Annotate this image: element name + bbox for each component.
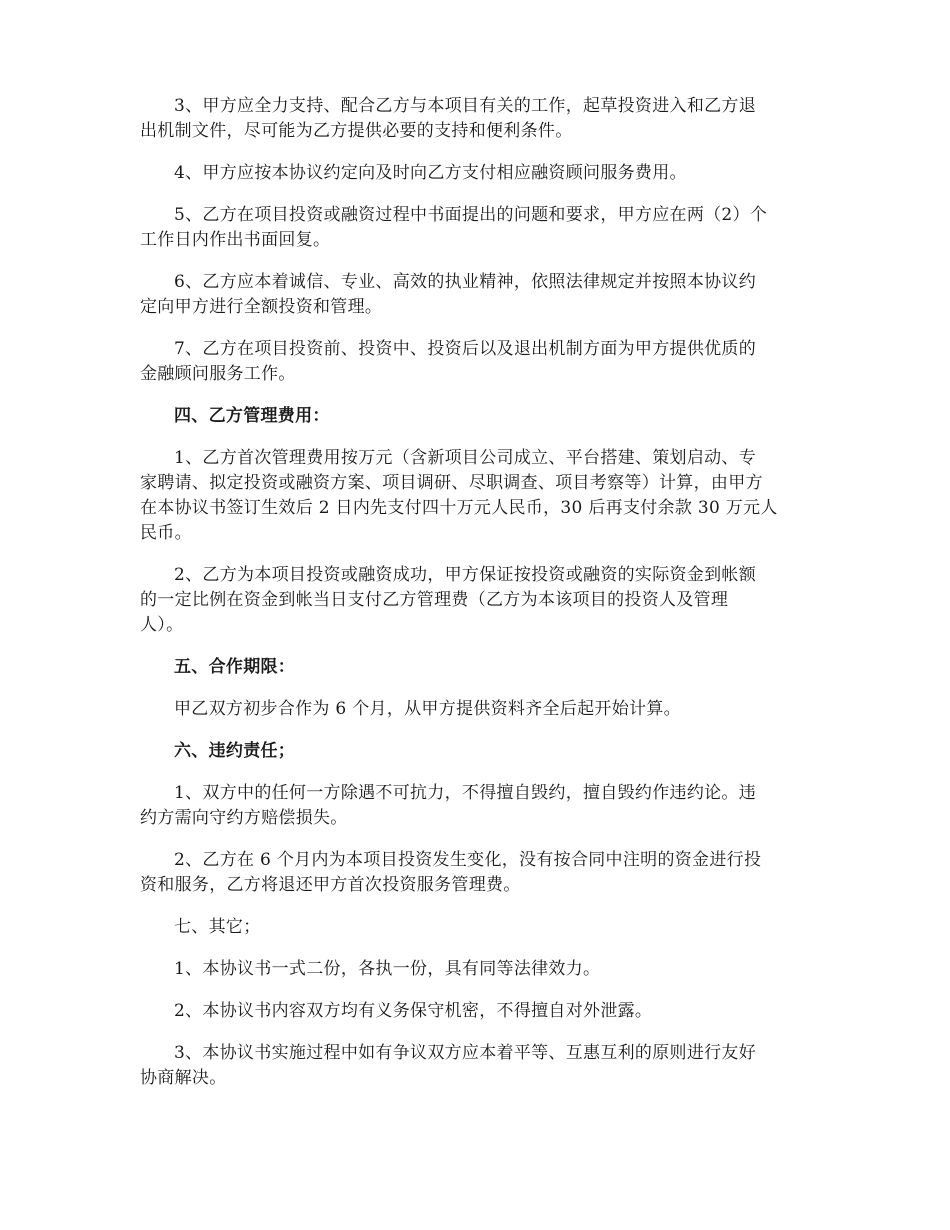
section-heading-other: 七、其它； bbox=[174, 917, 261, 937]
term-paragraph: 甲乙双方初步合作为 6 个月，从甲方提供资料齐全后起开始计算。 bbox=[174, 699, 681, 719]
fee-clause-2-paragraph: 2、乙方为本项目投资或融资成功，甲方保证按投资或融资的实际资金到帐额 的一定比例在资金到帐当日支付乙方管理费（乙方为本该项目的投资人及管理 人）。 bbox=[140, 565, 757, 635]
clause-6-paragraph: 6、乙方应本着诚信、专业、高效的执业精神，依照法律规定并按照本协议约 定向甲方进行全额投资和管理。 bbox=[140, 272, 757, 317]
clause-4-paragraph: 4、甲方应按本协议约定向及时向乙方支付相应融资顾问服务费用。 bbox=[174, 163, 687, 183]
breach-clause-1-paragraph: 1、双方中的任何一方除遇不可抗力，不得擅自毁约，擅自毁约作违约论。违 约方需向守约方赔偿损失。 bbox=[140, 783, 757, 828]
clause-7-paragraph: 7、乙方在项目投资前、投资中、投资后以及退出机制方面为甲方提供优质的 金融顾问服务工作。 bbox=[140, 339, 757, 384]
section-heading-management-fees: 四、乙方管理费用： bbox=[174, 406, 330, 426]
other-clause-1-paragraph: 1、本协议书一式二份，各执一份，具有同等法律效力。 bbox=[174, 959, 601, 979]
clause-3-paragraph: 3、甲方应全力支持、配合乙方与本项目有关的工作，起草投资进入和乙方退 出机制文件，尽可能为乙方提供必要的支持和便利条件。 bbox=[140, 96, 757, 141]
section-heading-breach-liability: 六、违约责任； bbox=[174, 741, 296, 761]
breach-clause-2-paragraph: 2、乙方在 6 个月内为本项目投资发生变化，没有按合同中注明的资金进行投 资和服务，乙方将退还甲方首次投资服务管理费。 bbox=[140, 850, 762, 895]
other-clause-3-paragraph: 3、本协议书实施过程中如有争议双方应本着平等、互惠互利的原则进行友好 协商解决。 bbox=[140, 1043, 757, 1088]
document-page bbox=[140, 94, 812, 1108]
clause-5-paragraph: 5、乙方在项目投资或融资过程中书面提出的问题和要求，甲方应在两（2）个 工作日内作出书面回复。 bbox=[140, 205, 768, 250]
other-clause-2-paragraph: 2、本协议书内容双方均有义务保守机密，不得擅自对外泄露。 bbox=[174, 1001, 653, 1021]
fee-clause-1-paragraph: 1、乙方首次管理费用按万元（含新项目公司成立、平台搭建、策划启动、专 家聘请、拟定投资或融资方案、项目调研、尽职调查、项目考察等）计算，由甲方 在本协议书签订生效后 2 日内先支付四十万元人民币，30 后再支付余款 30 万元人 民币。 bbox=[140, 448, 778, 543]
section-heading-cooperation-term: 五、合作期限： bbox=[174, 657, 296, 677]
